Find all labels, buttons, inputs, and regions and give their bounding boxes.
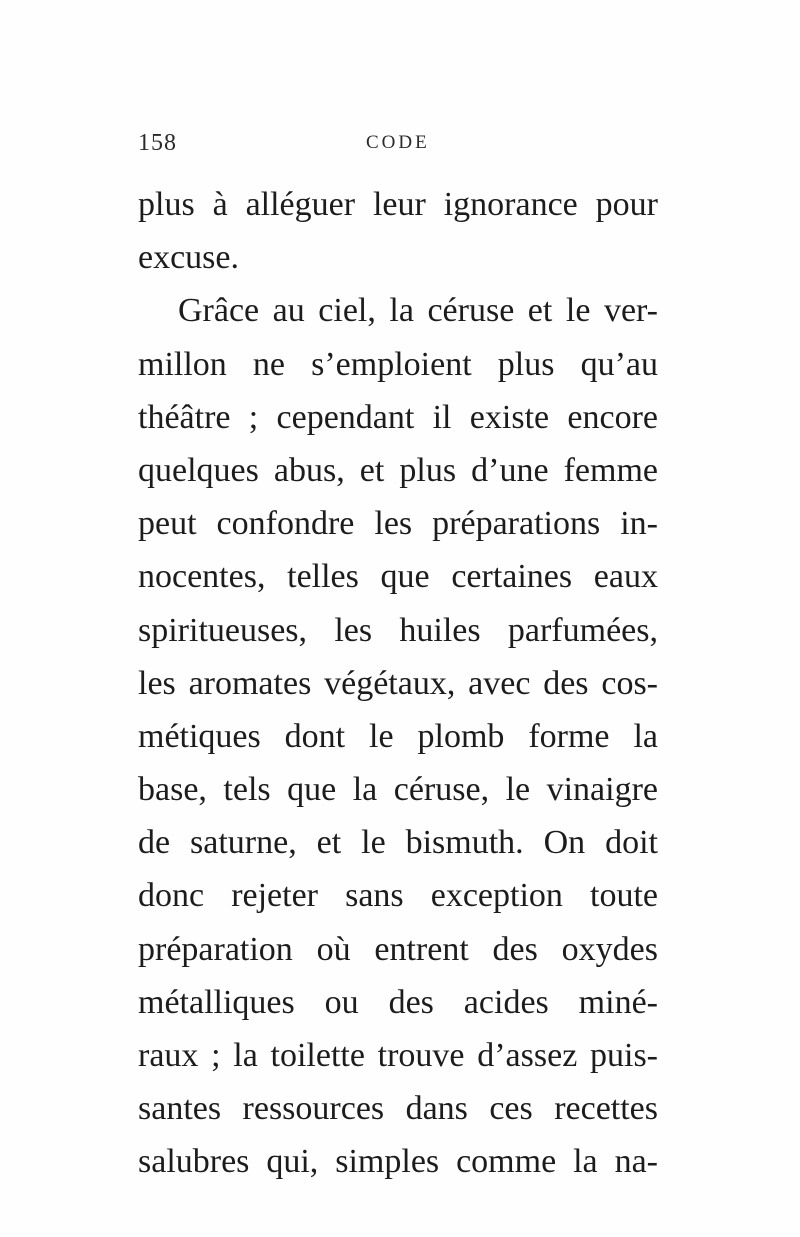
text-line: quelques abus, et plus d’une femme (138, 451, 658, 489)
text-line: salubres qui, simples comme la na- (138, 1143, 658, 1181)
text-line: raux ; la toilette trouve d’assez puis- (138, 1037, 658, 1074)
text-line: spiritueuses, les huiles parfumées, (138, 611, 658, 649)
text-line: métiques dont le plomb forme la (138, 717, 658, 755)
page-number: 158 (138, 130, 177, 156)
text-line: millon ne s’emploient plus qu’au (138, 345, 658, 383)
text-line: les aromates végétaux, avec des cos- (138, 664, 658, 702)
running-title: CODE (366, 132, 430, 153)
body-text (138, 178, 658, 1189)
text-line: Grâce au ciel, la céruse et le ver- (178, 292, 658, 330)
text-line: donc rejeter sans exception toute (138, 877, 658, 915)
text-line: plus à alléguer leur ignorance pour (138, 186, 658, 223)
running-head (138, 130, 658, 164)
text-line: nocentes, telles que certaines eaux (138, 558, 658, 596)
text-line: théâtre ; cependant il existe encore (138, 398, 658, 436)
text-line: de saturne, et le bismuth. On doit (138, 824, 658, 862)
text-line: préparation où entrent des oxydes (138, 930, 658, 968)
text-line: base, tels que la céruse, le vinaigre (138, 771, 658, 809)
text-line: peut confondre les préparations in- (138, 505, 658, 543)
text-line: métalliques ou des acides miné- (138, 983, 658, 1021)
text-line: santes ressources dans ces recettes (138, 1090, 658, 1128)
text-line: excuse. (138, 239, 240, 277)
